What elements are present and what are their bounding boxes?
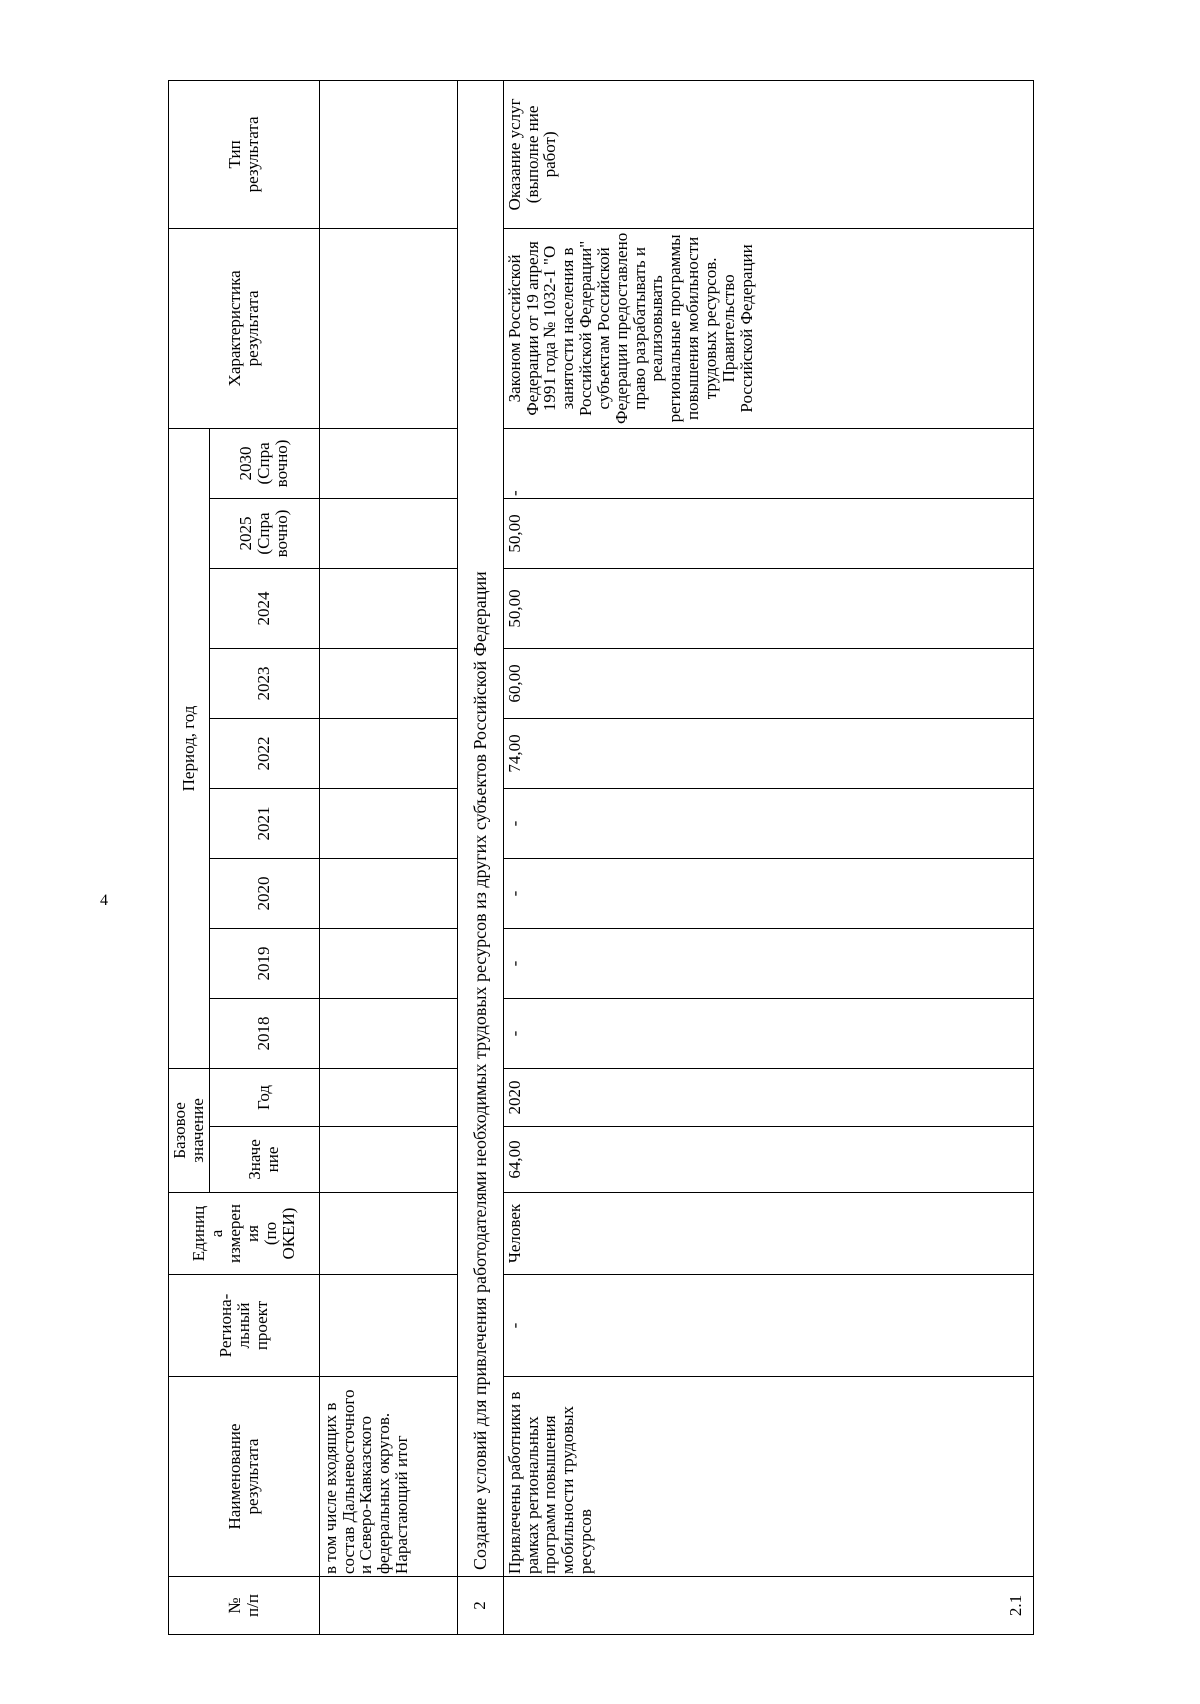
cell-name: в том числе входящих в состав Дальневосточного и Северо-Кавказского федеральных округов. Нарастающий итог <box>319 1377 457 1577</box>
cell <box>319 648 457 718</box>
header-year: 2020 <box>209 858 319 928</box>
cell-value: - <box>503 428 1033 498</box>
section-title: Создание условий для привлечения работодателями необходимых трудовых ресурсов из других субъектов Российской Федерации <box>457 80 503 1576</box>
cell-value: 50,00 <box>503 498 1033 568</box>
row-number: 2.1 <box>1005 1594 1025 1617</box>
cell <box>319 858 457 928</box>
cell <box>319 498 457 568</box>
cell-num <box>503 1577 1033 1635</box>
header-year: 2019 <box>209 928 319 998</box>
header-year: 2018 <box>209 998 319 1068</box>
cell <box>319 1127 457 1193</box>
header-base-value: Значе ние <box>209 1127 319 1193</box>
header-base: Базовое значение <box>169 1068 210 1192</box>
cell-value: 74,00 <box>503 718 1033 788</box>
cell-value: - <box>503 788 1033 858</box>
header-period: Период, год <box>169 428 210 1068</box>
cell-type: Оказание услуг (выполне ние работ) <box>503 80 1033 228</box>
header-type: Тип результата <box>169 80 320 228</box>
cell <box>319 718 457 788</box>
cell <box>319 1068 457 1126</box>
table-row-2-1 <box>503 80 1033 1634</box>
cell-value: - <box>503 998 1033 1068</box>
header-year: 2022 <box>209 718 319 788</box>
cell <box>319 1275 457 1377</box>
cell-value: 60,00 <box>503 648 1033 718</box>
header-year: 2030 (Спра вочно) <box>209 428 319 498</box>
cell <box>319 998 457 1068</box>
cell-value: - <box>503 928 1033 998</box>
cell <box>319 568 457 648</box>
cell <box>319 788 457 858</box>
cell-project: - <box>503 1275 1033 1377</box>
cell-unit: Человек <box>503 1193 1033 1275</box>
header-name: Наименование результата <box>169 1377 320 1577</box>
header-base-year: Год <box>209 1068 319 1126</box>
header-unit: Единиц а измерен ия (по ОКЕИ) <box>169 1193 320 1275</box>
cell-characteristic: Законом Российской Федерации от 19 апреля 1991 года № 1032-1 "О занятости населения в Российской Федерации" субъектам Российской Федерации предоставлено право разрабатывать и реализовывать региональные программы повышения мобильности трудовых ресурсов. Правительство Российской Федерации <box>503 228 1033 428</box>
cell-name: Привлечены работники в рамках региональных программ повышения мобильности трудовых ресурсов <box>503 1377 1033 1577</box>
cell <box>319 928 457 998</box>
results-table-rotated <box>168 85 1088 1635</box>
header-year: 2021 <box>209 788 319 858</box>
header-characteristic: Характеристика результата <box>169 228 320 428</box>
cell <box>319 228 457 428</box>
cell <box>319 428 457 498</box>
cell <box>319 1193 457 1275</box>
cell-num <box>319 1577 457 1635</box>
header-year: 2025 (Спра вочно) <box>209 498 319 568</box>
header-project: Региона- льный проект <box>169 1275 320 1377</box>
cell-value: 50,00 <box>503 568 1033 648</box>
table-row-subtotal <box>319 80 457 1634</box>
cell <box>319 80 457 228</box>
header-year: 2024 <box>209 568 319 648</box>
cell-value: - <box>503 858 1033 928</box>
page-number: 4 <box>100 892 108 909</box>
header-num: № п/п <box>169 1577 320 1635</box>
cell-base-value: 64,00 <box>503 1127 1033 1193</box>
cell-base-year: 2020 <box>503 1068 1033 1126</box>
header-year: 2023 <box>209 648 319 718</box>
section-row <box>457 80 503 1634</box>
section-num: 2 <box>457 1577 503 1635</box>
results-table <box>168 80 1034 1635</box>
